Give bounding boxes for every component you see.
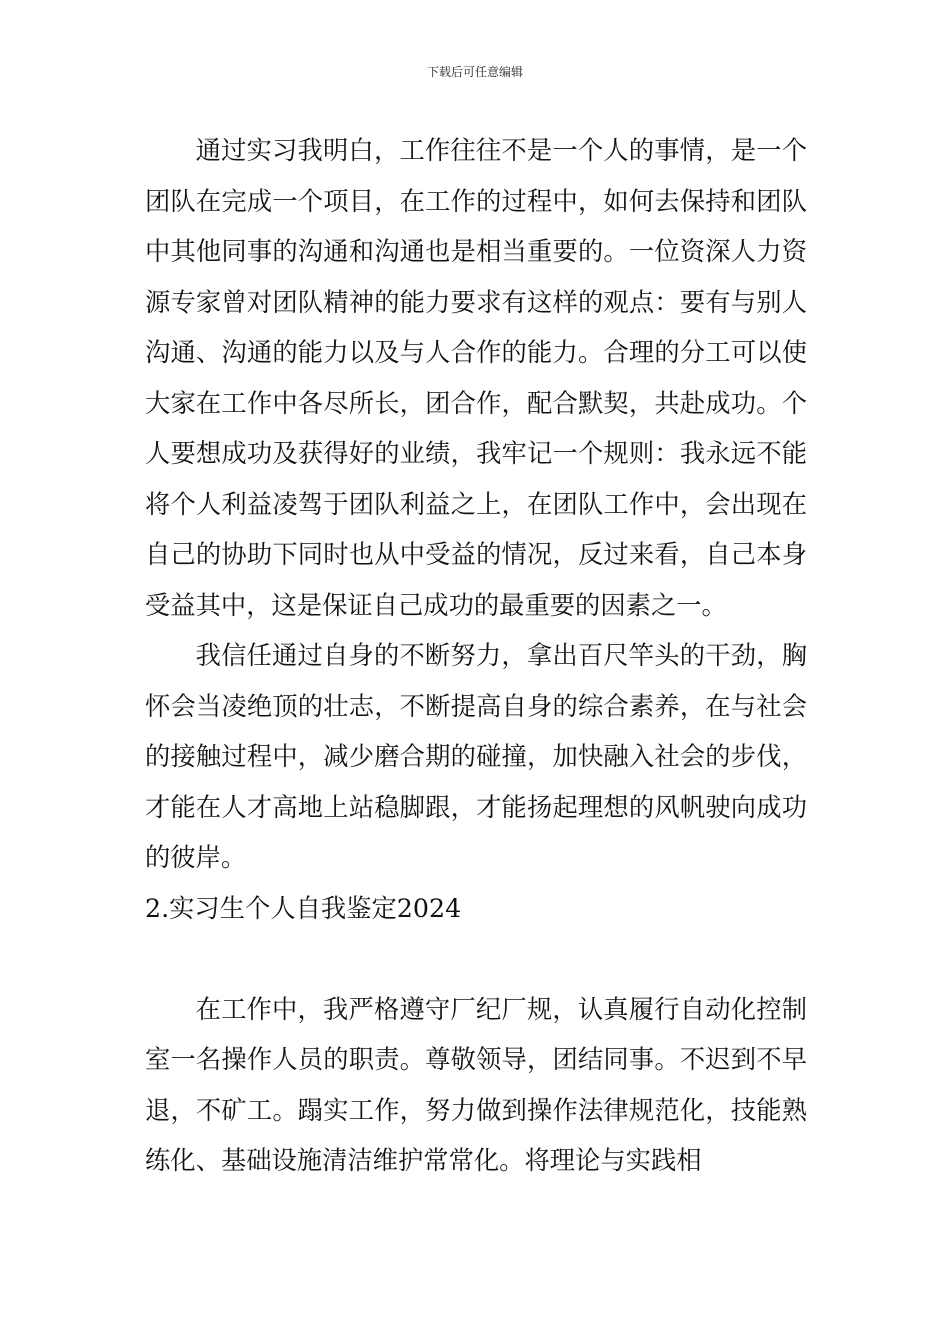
paragraph-teamwork: 通过实习我明白，工作往往不是一个人的事情，是一个团队在完成一个项目，在工作的过程中，如何去保持和团队中其他同事的沟通和沟通也是相当重要的。一位资深人力资源专家曾对团队精神的能力要求有这样的观点：要有与别人沟通、沟通的能力以及与人合作的能力。合理的分工可以使大家在工作中各尽所长，团合作，配合默契，共赴成功。个人要想成功及获得好的业绩，我牢记一个规则：我永远不能将个人利益凌驾于团队利益之上，在团队工作中，会出现在自己的协助下同时也从中受益的情况，反过来看，自己本身受益其中，这是保证自己成功的最重要的因素之一。 [145,136,807,620]
paragraph-work-conduct: 在工作中，我严格遵守厂纪厂规，认真履行自动化控制室一名操作人员的职责。尊敬领导，团结同事。不迟到不早退，不矿工。蹋实工作，努力做到操作法律规范化，技能熟练化、基础设施清洁维护常常化。将理论与实践相 [145,994,807,1175]
document-body [145,126,807,1187]
page-header: 下载后可任意编辑 [426,65,523,79]
blank-line [145,934,807,985]
paragraph-effort: 我信任通过自身的不断努力，拿出百尺竿头的干劲，胸怀会当凌绝顶的壮志，不断提高自身的综合素养，在与社会的接触过程中，减少磨合期的碰撞，加快融入社会的步伐，才能在人才高地上站稳脚跟，才能扬起理想的风帆驶向成功的彼岸。 [145,641,807,872]
section-heading: 2.实习生个人自我鉴定2024 [145,893,462,923]
